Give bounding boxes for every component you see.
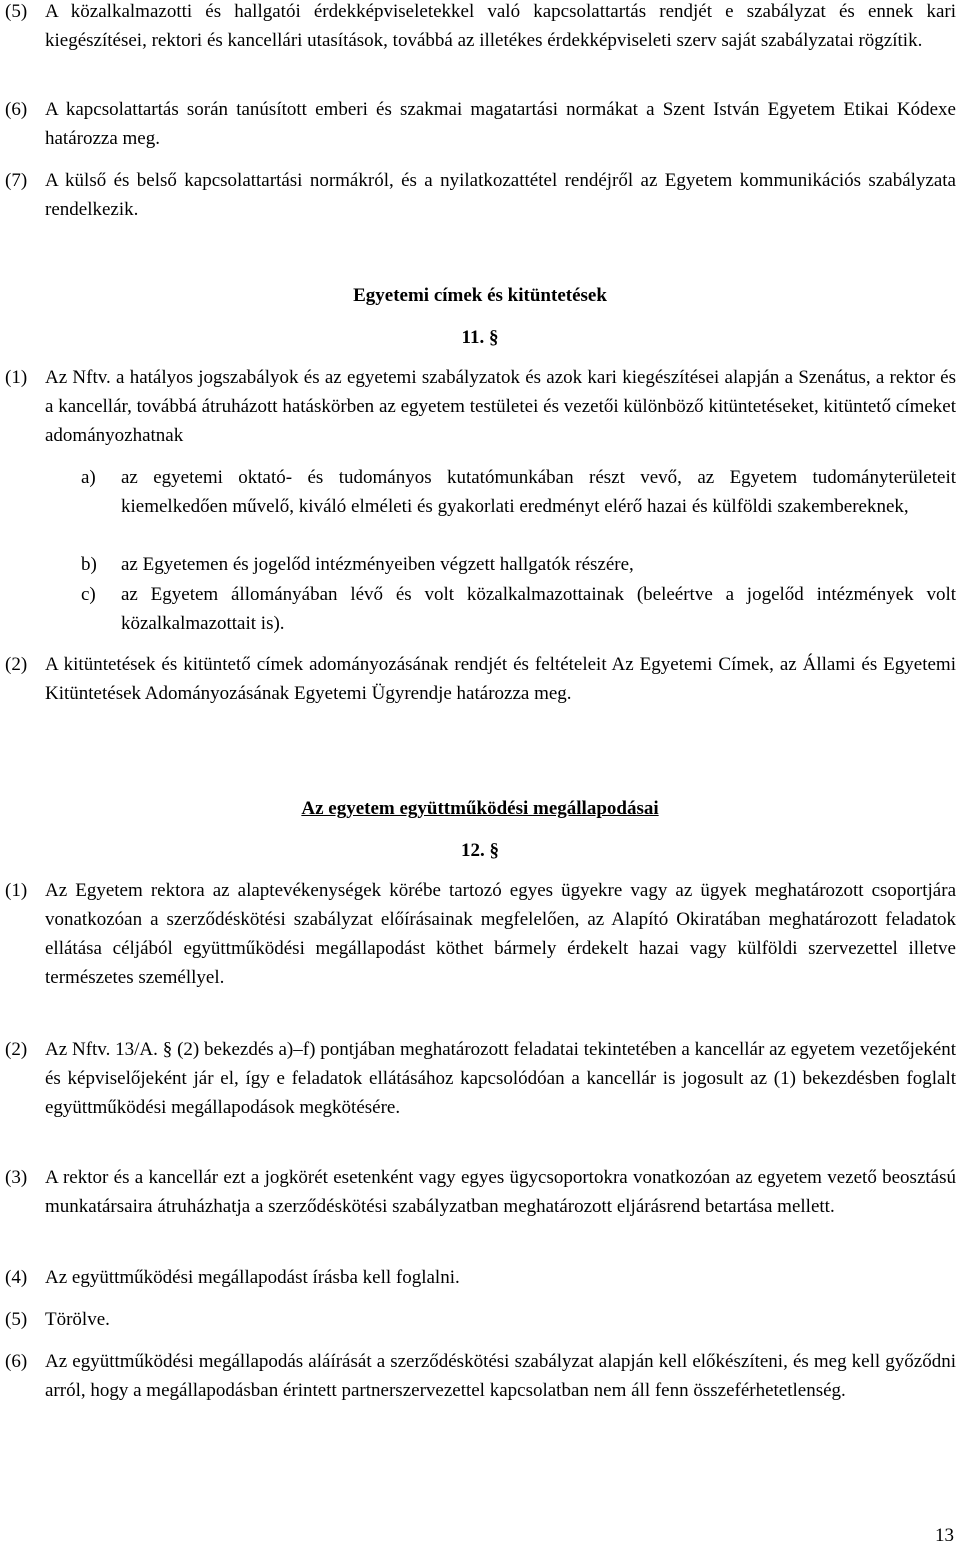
paragraph-number: (4) <box>5 1267 28 1288</box>
list-item-text: az Egyetemen és jogelőd intézményeiben végzett hallgatók részére, <box>121 554 634 575</box>
paragraph-number: (6) <box>5 99 28 120</box>
section-11-title: Egyetemi címek és kitüntetések <box>353 285 607 306</box>
section-12-paragraph-5 <box>5 1305 956 1334</box>
section-11-paragraph-1 <box>5 363 956 450</box>
paragraph-5 <box>5 0 956 55</box>
list-item-text: az egyetemi oktató- és tudományos kutatómunkában részt vevő, az Egyetem tudományterületeit kiemelkedően művelő, kiváló elméleti és gyakorlati eredményt elérő hazai és külföldi szakembereknek, <box>121 467 956 517</box>
paragraph-text: A külső és belső kapcsolattartási normákról, és a nyilatkozattétel rendéjről az Egyetem kommunikációs szabályzata rendelkezik. <box>45 170 956 220</box>
paragraph-text: Az együttműködési megállapodás aláírását a szerződéskötési szabályzat alapján kell előkészíteni, és meg kell győződni arról, hogy a megállapodásban érintett partnerszervezettel kapcsolatban nem áll fenn összeférhetetlenség. <box>45 1351 956 1401</box>
section-12-paragraph-2 <box>5 1035 956 1122</box>
paragraph-number: (2) <box>5 654 28 675</box>
paragraph-number: (6) <box>5 1351 28 1372</box>
paragraph-text: A rektor és a kancellár ezt a jogkörét esetenként vagy egyes ügycsoportokra vonatkozóan az egyetem vezető beosztású munkatársaira átruházhatja a szerződéskötési szabályzatban meghatározott eljárásrend betartása mellett. <box>45 1167 956 1217</box>
section-11-number: 11. § <box>461 327 499 348</box>
paragraph-text: A kitüntetések és kitüntető címek adományozásának rendjét és feltételeit Az Egyetemi Címek, az Állami és Egyetemi Kitüntetések Adományozásának Egyetemi Ügyrendje határozza meg. <box>45 654 956 704</box>
section-11-paragraph-2 <box>5 650 956 708</box>
paragraph-text: Az Nftv. 13/A. § (2) bekezdés a)–f) pontjában meghatározott feladatai tekintetében a kancellár az egyetem vezetőjeként és képviselőjeként jár el, így e feladatok ellátásához kapcsolódóan a kancellár is jogosult az (1) bekezdésben foglalt együttműködési megállapodások megkötésére. <box>45 1039 956 1118</box>
paragraph-number: (3) <box>5 1167 28 1188</box>
paragraph-number: (2) <box>5 1039 28 1060</box>
section-12-paragraph-6 <box>5 1347 956 1405</box>
page-number: 13 <box>935 1525 954 1546</box>
paragraph-text: A közalkalmazotti és hallgatói érdekképviseletekkel való kapcsolattartás rendjét e szabályzat és ennek kari kiegészítései, rektori és kancellári utasítások, továbbá az illetékes érdekképviseleti szerv saját szabályzatai rögzítik. <box>45 1 956 51</box>
section-12-number: 12. § <box>461 840 499 861</box>
list-item-marker: a) <box>81 467 96 488</box>
section-12-title <box>0 794 960 823</box>
list-item-a <box>81 463 956 521</box>
section-12-paragraph-3 <box>5 1163 956 1221</box>
paragraph-7 <box>5 166 956 224</box>
list-item-text: az Egyetem állományában lévő és volt közalkalmazottainak (beleértve a jogelőd intézmények volt közalkalmazottait is). <box>121 584 956 634</box>
paragraph-text: Az Nftv. a hatályos jogszabályok és az egyetemi szabályzatok és azok kari kiegészítései alapján a Szenátus, a rektor és a kancellár, továbbá átruházott hatáskörben az egyetem testületei és vezetői különböző kitüntetéseket, kitüntető címeket adományozhatnak <box>45 367 956 446</box>
list-item-marker: b) <box>81 554 97 575</box>
section-12-paragraph-4 <box>5 1263 956 1292</box>
paragraph-text: A kapcsolattartás során tanúsított emberi és szakmai magatartási normákat a Szent István Egyetem Etikai Kódexe határozza meg. <box>45 99 956 149</box>
paragraph-text: Az Egyetem rektora az alaptevékenységek körébe tartozó egyes ügyekre vagy az ügyek meghatározott csoportjára vonatkozóan a szerződéskötési szabályzat előírásainak megfelelően, az Alapító Okiratában meghatározott feladatok ellátása céljából együttműködési megállapodást köthet bármely érdekelt hazai vagy külföldi szervezettel illetve természetes személlyel. <box>45 880 956 988</box>
paragraph-number: (7) <box>5 170 28 191</box>
list-item-b <box>81 550 956 579</box>
section-12-title-text: Az egyetem együttműködési megállapodásai <box>301 798 659 819</box>
paragraph-6 <box>5 95 956 153</box>
section-12-paragraph-1 <box>5 876 956 992</box>
list-item-marker: c) <box>81 584 96 605</box>
paragraph-number: (1) <box>5 880 28 901</box>
paragraph-number: (5) <box>5 1309 28 1330</box>
list-item-c <box>81 580 956 638</box>
paragraph-text: Törölve. <box>45 1309 110 1330</box>
paragraph-number: (1) <box>5 367 28 388</box>
paragraph-text: Az együttműködési megállapodást írásba kell foglalni. <box>45 1267 460 1288</box>
paragraph-number: (5) <box>5 1 28 22</box>
